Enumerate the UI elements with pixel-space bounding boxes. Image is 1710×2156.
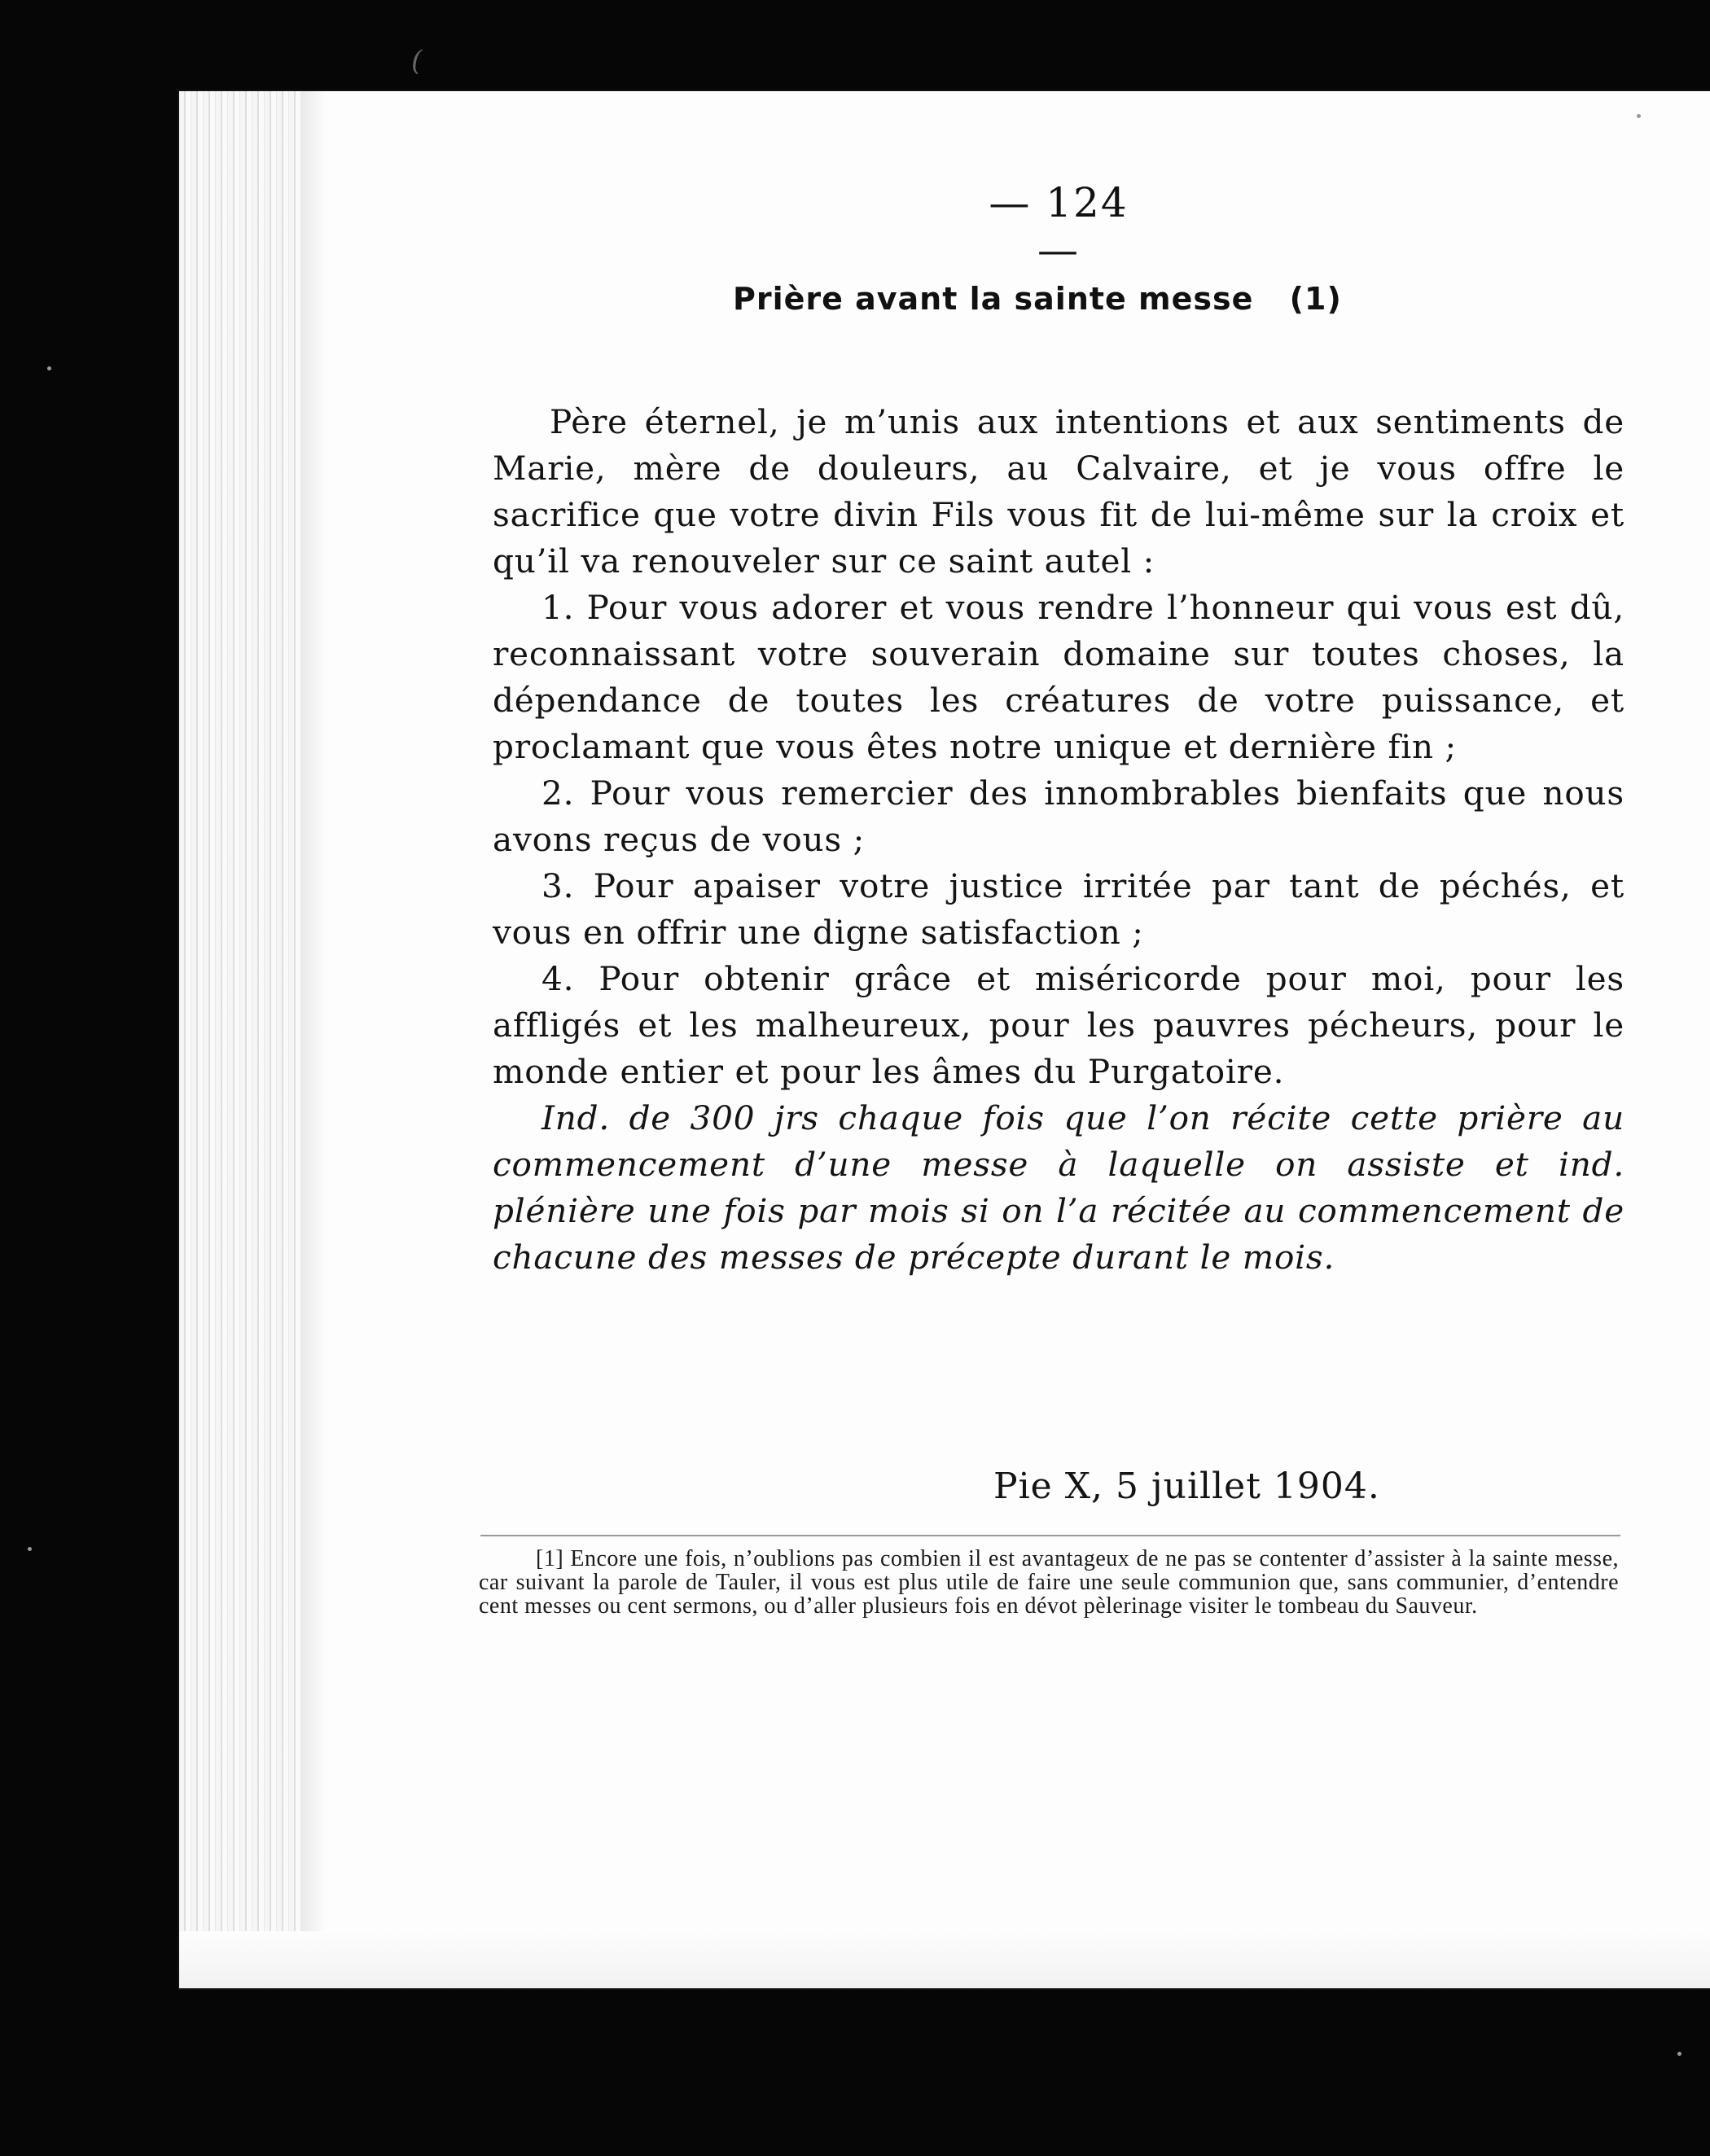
prayer-intro-paragraph: Père éternel, je m’unis aux intentions et aux sentiments de Marie, mère de douleurs, au Calvaire, et je vous offre le sacrifice que votre divin Fils vous fit de lui-même sur la croix et qu’il va renouveler sur ce saint autel : bbox=[493, 402, 1624, 581]
prayer-intention-3: 3. Pour apaiser votre justice irritée par tant de péchés, et vous en offrir une digne satisfaction ; bbox=[493, 866, 1624, 952]
papal-signature: Pie X, 5 juillet 1904. bbox=[993, 1466, 1380, 1507]
page-bottom-edge bbox=[179, 1931, 1710, 1988]
margin-mark: ( bbox=[411, 45, 423, 77]
prayer-intention-4: 4. Pour obtenir grâce et miséricorde pour moi, pour les affligés et les malheureux, pour les pauvres pécheurs, pour le monde entier et pour les âmes du Purgatoire. bbox=[493, 959, 1624, 1091]
footnote-text: [1] Encore une fois, n’oublions pas combien il est avantageux de ne pas se contenter d’assister à la sainte messe, car suivant la parole de Tauler, il vous est plus utile de faire une seule communion que, sans communier, d’entendre cent messes ou cent sermons, ou d’aller plusieurs fois en dévot pèlerinage visiter le tombeau du Sauveur. bbox=[479, 1546, 1619, 1619]
footnote-divider bbox=[480, 1535, 1620, 1536]
prayer-body bbox=[493, 399, 1624, 1281]
page-number: — 124 — bbox=[989, 179, 1129, 274]
binding-shadow bbox=[301, 91, 326, 1988]
scan-speck bbox=[28, 1547, 32, 1551]
scan-speck bbox=[1637, 114, 1641, 118]
scan-speck bbox=[47, 366, 51, 370]
scan-speck bbox=[1677, 2052, 1682, 2056]
indulgence-note: Ind. de 300 jrs chaque fois que l’on récite cette prière au commencement d’une messe à laquelle on assiste et ind. plénière une fois par mois si on l’a récitée au commencement de chacune des messes de précepte durant le mois. bbox=[493, 1098, 1624, 1277]
prayer-intention-1: 1. Pour vous adorer et vous rendre l’honneur qui vous est dû, reconnaissant votre souverain domaine sur toutes choses, la dépendance de toutes les créatures de votre puissance, et proclamant que vous êtes notre unique et dernière fin ; bbox=[493, 588, 1624, 766]
footnote-reference: (1) bbox=[1289, 281, 1342, 317]
page-edges bbox=[179, 91, 301, 1988]
prayer-title bbox=[733, 281, 1433, 317]
prayer-title-text: Prière avant la sainte messe bbox=[733, 281, 1254, 317]
prayer-intention-2: 2. Pour vous remercier des innombrables bienfaits que nous avons reçus de vous ; bbox=[493, 773, 1624, 859]
footnote bbox=[479, 1547, 1619, 1618]
